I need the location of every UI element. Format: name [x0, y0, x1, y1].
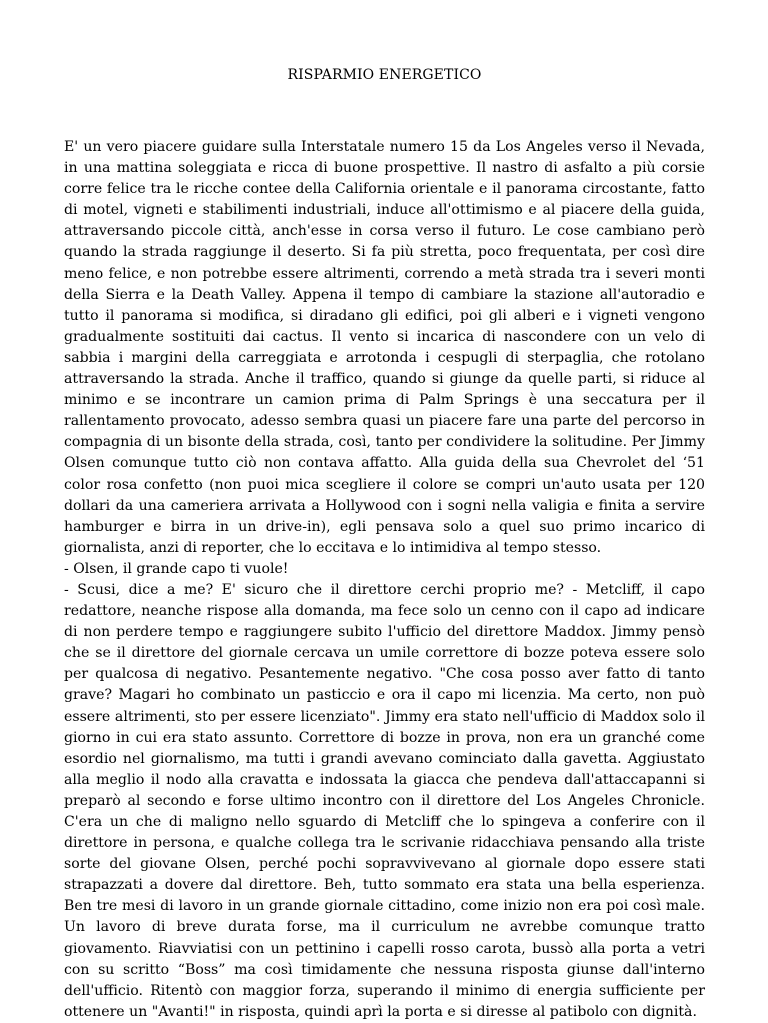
paragraph-dialogue-line: - Olsen, il grande capo ti vuole! [64, 560, 289, 577]
document-body [64, 137, 705, 1023]
document-title: RISPARMIO ENERGETICO [287, 67, 482, 83]
paragraph-narrative: E' un vero piacere guidare sulla Interstatale numero 15 da Los Angeles verso il Nevada, in una mattina soleggiata e ricca di buone prospettive. Il nastro di asfalto a più corsie corre felice tra le ricche contee della California orientale e il panorama circostante, fatto di motel, vigneti e stabilimenti industriali, induce all'ottimismo e al piacere della guida, attraversando piccole città, anch'esse in corsa verso il futuro. Le cose cambiano però quando la strada raggiunge il deserto. Si fa più stretta, poco frequentata, per così dire meno felice, e non potrebbe essere altrimenti, correndo a metà strada tra i severi monti della Sierra e la Death Valley. Appena il tempo di cambiare la stazione all'autoradio e tutto il panorama si modifica, si diradano gli edifici, poi gli alberi e i vigneti vengono gradualmente sostituiti dai cactus. Il vento si incarica di nascondere con un velo di sabbia i margini della carreggiata e arrotonda i cespugli di sterpaglia, che rotolano attraversando la strada. Anche il traffico, quando si giunge da quelle parti, si riduce al minimo e se incontrare un camion prima di Palm Springs è una seccatura per il rallentamento provocato, adesso sembra quasi un piacere fare una parte del percorso in compagnia di un bisonte della strada, così, tanto per condividere la solitudine. Per Jimmy Olsen comunque tutto ciò non contava affatto. Alla guida della sua Chevrolet del ‘51 color rosa confetto (non puoi mica scegliere il colore se compri un'auto usata per 120 dollari da una cameriera arrivata a Hollywood con i sogni nella valigia e finita a servire hamburger e birra in un drive-in), egli pensava solo a quel suo primo incarico di giornalista, anzi di reporter, che lo eccitava e lo intimidiva al tempo stesso. [64, 139, 705, 556]
paragraph-dialogue-continuation: - Scusi, dice a me? E' sicuro che il direttore cerchi proprio me? - Metcliff, il capo redattore, neanche rispose alla domanda, ma fece solo un cenno con il capo ad indicare di non perdere tempo e raggiungere subito l'ufficio del direttore Maddox. Jimmy pensò che se il direttore del giornale cercava un umile correttore di bozze poteva essere solo per qualcosa di negativo. Pesantemente negativo. "Che cosa posso aver fatto di tanto grave? Magari ho combinato un pasticcio e ora il capo mi licenzia. Ma certo, non può essere altrimenti, sto per essere licenziato". Jimmy era stato nell'ufficio di Maddox solo il giorno in cui era stato assunto. Correttore di bozze in prova, non era un granché come esordio nel giornalismo, ma tutti i grandi avevano cominciato dalla gavetta. Aggiustato alla meglio il nodo alla cravatta e indossata la giacca che pendeva dall'attaccapanni si preparò al secondo e forse ultimo incontro con il direttore del Los Angeles Chronicle. C'era un che di maligno nello sguardo di Metcliff che lo spingeva a conferire con il direttore in persona, e qualche collega tra le scrivanie ridacchiava pensando alla triste sorte del giovane Olsen, perché pochi sopravvivevano al giornale dopo essere stati strapazzati a dovere dal direttore. Beh, tutto sommato era stata una bella esperienza. Ben tre mesi di lavoro in un grande giornale cittadino, come inizio non era poi così male. Un lavoro di breve durata forse, ma il curriculum ne avrebbe comunque tratto giovamento. Riavviatisi con un pettinino i capelli rosso carota, bussò alla porta a vetri con su scritto “Boss” ma così timidamente che nessuna risposta giunse dall'interno dell'ufficio. Ritentò con maggior forza, superando il minimo di energia sufficiente per ottenere un "Avanti!" in risposta, quindi aprì la porta e si diresse al patibolo con dignità. [64, 581, 705, 1020]
